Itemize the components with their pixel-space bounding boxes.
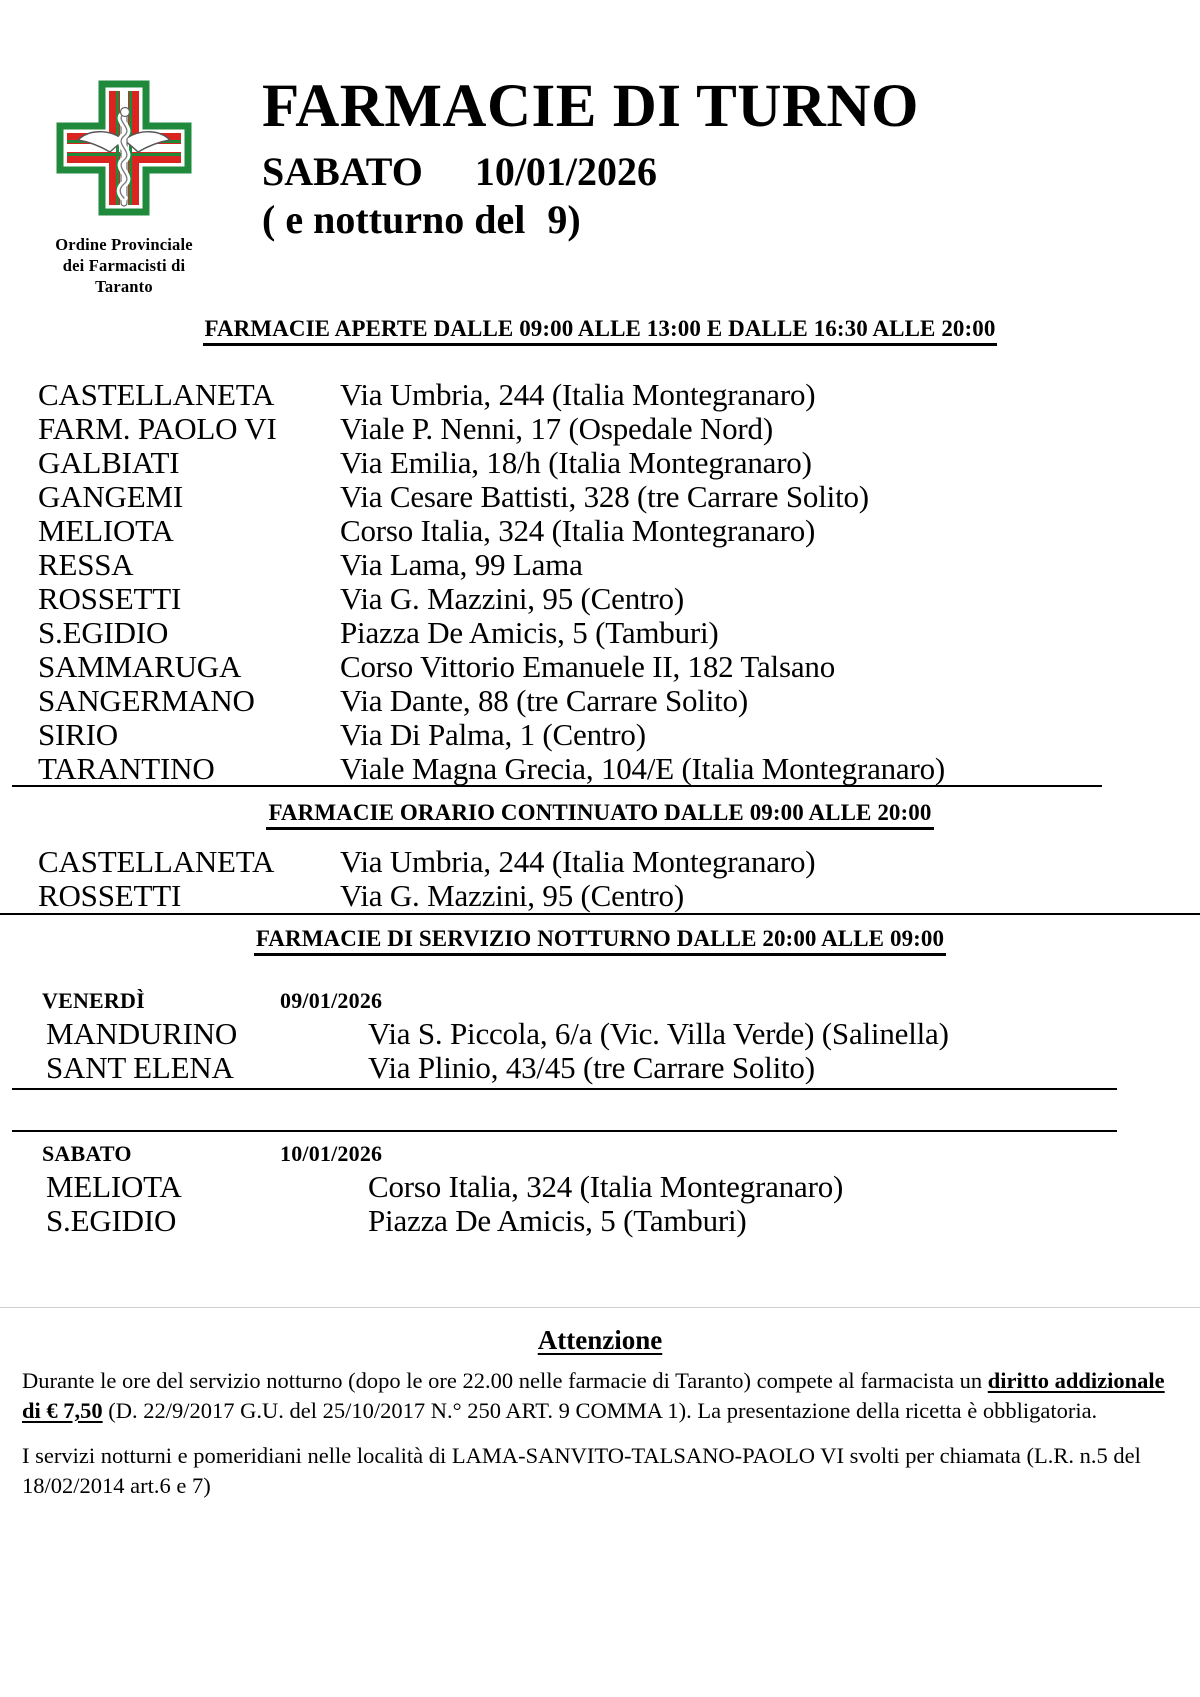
table-row bbox=[0, 480, 1200, 514]
pharmacy-cross-caduceus-icon bbox=[54, 78, 194, 218]
pharmacy-name: ROSSETTI bbox=[38, 879, 182, 913]
divider bbox=[0, 1307, 1200, 1308]
pharmacy-address: Via Di Palma, 1 (Centro) bbox=[340, 718, 646, 752]
divider bbox=[12, 785, 1102, 787]
divider bbox=[0, 913, 1200, 915]
pharmacy-name: GALBIATI bbox=[38, 446, 180, 480]
section-header-continuato bbox=[0, 798, 1200, 830]
divider bbox=[12, 1088, 1117, 1090]
section-header-aperte bbox=[0, 314, 1200, 346]
organization-brand bbox=[34, 78, 214, 297]
night-group-day-header bbox=[0, 985, 1200, 1017]
section-title-continuato: FARMACIE ORARIO CONTINUATO DALLE 09:00 ALLE 20:00 bbox=[266, 798, 933, 830]
pharmacy-address: Viale P. Nenni, 17 (Ospedale Nord) bbox=[340, 412, 773, 446]
attention-title: Attenzione bbox=[537, 1325, 663, 1355]
night-note-line bbox=[262, 199, 919, 241]
duty-day-name: SABATO bbox=[262, 149, 423, 194]
table-row bbox=[0, 514, 1200, 548]
pharmacy-name: CASTELLANETA bbox=[38, 845, 275, 879]
divider bbox=[12, 1130, 1117, 1132]
pharmacy-address: Via Umbria, 244 (Italia Montegranaro) bbox=[340, 845, 816, 879]
table-row bbox=[0, 684, 1200, 718]
pharmacy-name: S.EGIDIO bbox=[46, 1204, 177, 1238]
table-row bbox=[0, 845, 1200, 879]
pharmacy-name: RESSA bbox=[38, 548, 134, 582]
duty-date: 10/01/2026 bbox=[474, 149, 658, 194]
pharmacy-cross-logo bbox=[54, 78, 194, 218]
pharmacy-address: Corso Italia, 324 (Italia Montegranaro) bbox=[368, 1170, 844, 1204]
night-group-venerdi bbox=[0, 985, 1200, 1085]
pharmacy-name: TARANTINO bbox=[38, 752, 215, 786]
night-group-date: 09/01/2026 bbox=[280, 988, 383, 1013]
table-row bbox=[0, 412, 1200, 446]
pharmacy-name: S.EGIDIO bbox=[38, 616, 169, 650]
pharmacy-name: FARM. PAOLO VI bbox=[38, 412, 277, 446]
pharmacy-list-aperte bbox=[0, 378, 1200, 786]
table-row bbox=[0, 378, 1200, 412]
table-row bbox=[0, 446, 1200, 480]
pharmacy-address: Via S. Piccola, 6/a (Vic. Villa Verde) (Salinella) bbox=[368, 1017, 949, 1051]
attention-body bbox=[0, 1366, 1200, 1501]
table-row bbox=[0, 1204, 1200, 1238]
title-block bbox=[262, 73, 919, 243]
section-title-notturno: FARMACIE DI SERVIZIO NOTTURNO DALLE 20:00 ALLE 09:00 bbox=[254, 924, 946, 956]
pharmacy-name: SAMMARUGA bbox=[38, 650, 242, 684]
pharmacy-address: Corso Vittorio Emanuele II, 182 Talsano bbox=[340, 650, 835, 684]
pharmacy-address: Via Umbria, 244 (Italia Montegranaro) bbox=[340, 378, 816, 412]
pharmacy-address: Via Dante, 88 (tre Carrare Solito) bbox=[340, 684, 748, 718]
pharmacy-name: SANT ELENA bbox=[46, 1051, 234, 1085]
section-header-notturno bbox=[0, 924, 1200, 956]
table-row bbox=[0, 1017, 1200, 1051]
night-note-suffix: ) bbox=[567, 197, 581, 243]
pharmacy-address: Via G. Mazzini, 95 (Centro) bbox=[340, 879, 684, 913]
pharmacy-name: ROSSETTI bbox=[38, 582, 182, 616]
pharmacy-name: SANGERMANO bbox=[38, 684, 255, 718]
table-row bbox=[0, 1051, 1200, 1085]
organization-line-3: Taranto bbox=[95, 277, 153, 297]
table-row bbox=[0, 616, 1200, 650]
page-header bbox=[0, 0, 1200, 310]
pharmacy-name: CASTELLANETA bbox=[38, 378, 275, 412]
attention-paragraph-1 bbox=[22, 1366, 1178, 1425]
pharmacy-address: Piazza De Amicis, 5 (Tamburi) bbox=[368, 1204, 747, 1238]
pharmacy-list-continuato bbox=[0, 845, 1200, 913]
table-row bbox=[0, 879, 1200, 913]
attention-fee-highlight: diritto addizionale di € 7,50 bbox=[22, 1368, 1165, 1423]
night-group-sabato bbox=[0, 1138, 1200, 1238]
pharmacy-name: GANGEMI bbox=[38, 480, 183, 514]
organization-line-2: dei Farmacisti di bbox=[62, 256, 186, 276]
attention-notice bbox=[0, 1325, 1200, 1517]
section-title-aperte: FARMACIE APERTE DALLE 09:00 ALLE 13:00 E DALLE 16:30 ALLE 20:00 bbox=[203, 314, 998, 346]
night-group-day-name: VENERDÌ bbox=[42, 988, 145, 1013]
pharmacy-address: Piazza De Amicis, 5 (Tamburi) bbox=[340, 616, 719, 650]
pharmacy-name: MANDURINO bbox=[46, 1017, 238, 1051]
table-row bbox=[0, 650, 1200, 684]
night-note-prefix: ( e notturno del bbox=[262, 197, 526, 243]
duty-date-line bbox=[262, 151, 919, 193]
attention-p1-text-a: Durante le ore del servizio notturno (dopo le ore 22.00 nelle farmacie di Taranto) compete al farmacista un bbox=[22, 1368, 988, 1393]
pharmacy-address: Via Plinio, 43/45 (tre Carrare Solito) bbox=[368, 1051, 815, 1085]
attention-paragraph-2: I servizi notturni e pomeridiani nelle località di LAMA-SANVITO-TALSANO-PAOLO VI svolti per chiamata (L.R. n.5 del 18/02/2014 art.6 e 7) bbox=[22, 1443, 1141, 1499]
attention-p1-text-b: (D. 22/9/2017 G.U. del 25/10/2017 N.° 250 ART. 9 COMMA 1). La presentazione della ricetta è obbligatoria. bbox=[102, 1397, 1098, 1423]
pharmacy-address: Via Cesare Battisti, 328 (tre Carrare Solito) bbox=[340, 480, 869, 514]
pharmacy-address: Via Emilia, 18/h (Italia Montegranaro) bbox=[340, 446, 812, 480]
organization-line-1: Ordine Provinciale bbox=[55, 235, 193, 254]
night-group-day-header bbox=[0, 1138, 1200, 1170]
table-row bbox=[0, 718, 1200, 752]
night-group-date: 10/01/2026 bbox=[280, 1141, 383, 1166]
table-row bbox=[0, 752, 1200, 786]
pharmacy-address: Corso Italia, 324 (Italia Montegranaro) bbox=[340, 514, 816, 548]
table-row bbox=[0, 582, 1200, 616]
pharmacy-address: Via Lama, 99 Lama bbox=[340, 548, 583, 582]
pharmacy-address: Viale Magna Grecia, 104/E (Italia Montegranaro) bbox=[340, 752, 946, 786]
page-title: FARMACIE DI TURNO bbox=[262, 73, 919, 140]
pharmacy-name: SIRIO bbox=[38, 718, 118, 752]
pharmacy-address: Via G. Mazzini, 95 (Centro) bbox=[340, 582, 684, 616]
table-row bbox=[0, 548, 1200, 582]
organization-name bbox=[34, 234, 214, 297]
pharmacy-name: MELIOTA bbox=[38, 514, 174, 548]
night-note-day: 9 bbox=[547, 197, 568, 243]
night-group-day-name: SABATO bbox=[42, 1141, 132, 1166]
table-row bbox=[0, 1170, 1200, 1204]
pharmacy-name: MELIOTA bbox=[46, 1170, 182, 1204]
